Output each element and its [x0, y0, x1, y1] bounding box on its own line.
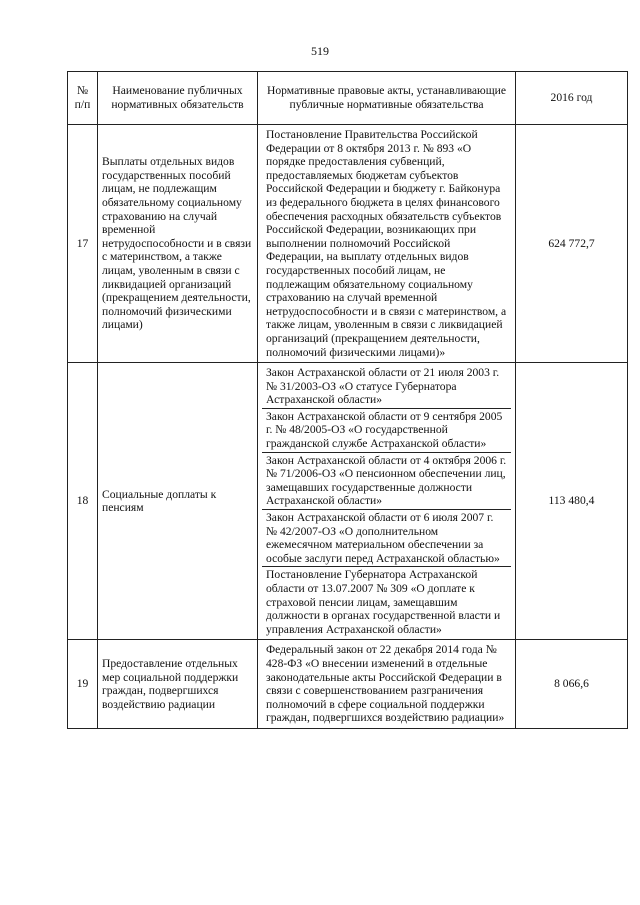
header-row — [68, 72, 628, 125]
legal-act — [262, 509, 511, 566]
table-row — [68, 125, 628, 363]
legal-act — [262, 365, 511, 408]
legal-act-text: Постановление Правительства Российской Федерации от 8 октября 2013 г. № 893 «О порядке предоставления субвенций, предоставляемых бюджетам субъектов Российской Федерации и бюджету г. Байконура из федерального бюджета в целях финансового обеспечения расходных обязательств субъектов Российской Федерации, возникающих при выполнении полномочий Российской Федерации, на выплату отдельных видов государственных пособий лицам, не подлежащим обязательному социальному страхованию на случай временной нетрудоспособности и в связи с материнством, а также лицам, уволенным в связи с ликвидацией организаций (прекращением деятельности, полномочий физическими лицами)» — [266, 128, 507, 359]
obligations-table — [67, 71, 628, 729]
row-number: 17 — [68, 125, 98, 363]
amount-2016: 113 480,4 — [516, 363, 628, 640]
legal-acts-cell — [258, 125, 516, 363]
legal-act — [262, 566, 511, 637]
legal-act — [262, 642, 511, 726]
obligation-name: Социальные доплаты к пенсиям — [98, 363, 258, 640]
table-row — [68, 640, 628, 729]
amount-2016: 8 066,6 — [516, 640, 628, 729]
legal-act-text: Закон Астраханской области от 9 сентября 2005 г. № 48/2005-ОЗ «О государственной гражданской службе Астраханской области» — [266, 409, 503, 451]
legal-act-text: Закон Астраханской области от 21 июля 2003 г. № 31/2003-ОЗ «О статусе Губернатора Астраханской области» — [266, 366, 500, 407]
header-year: 2016 год — [516, 72, 628, 125]
header-num — [68, 72, 98, 125]
header-acts: Нормативные правовые акты, устанавливающие публичные нормативные обязательства — [258, 72, 516, 125]
legal-act — [262, 452, 511, 509]
obligation-name: Выплаты отдельных видов государственных пособий лицам, не подлежащим обязательному социальному страхованию на случай временной нетрудоспособности и в связи с материнством, а также лицам, уволенным в связи с ликвидацией организаций (прекращением деятельности, полномочий физическими лицами) — [98, 125, 258, 363]
header-name: Наименование публичных нормативных обязательств — [98, 72, 258, 125]
row-number: 18 — [68, 363, 98, 640]
legal-act-text: Закон Астраханской области от 4 октября 2006 г. № 71/2006-ОЗ «О пенсионном обеспечении лиц, замещавших государственные должности Астраханской области» — [266, 453, 507, 508]
legal-act — [262, 408, 511, 452]
header-num-text: № п/п — [74, 84, 91, 111]
obligation-name: Предоставление отдельных мер социальной поддержки граждан, подвергшихся воздействию радиации — [98, 640, 258, 729]
legal-act — [262, 127, 511, 360]
legal-act-text: Закон Астраханской области от 6 июля 2007 г. № 42/2007-ОЗ «О дополнительном ежемесячном материальном обеспечении за особые заслуги перед Астраханской областью» — [266, 511, 500, 565]
legal-acts-cell — [258, 363, 516, 640]
legal-act-text: Постановление Губернатора Астраханской области от 13.07.2007 № 309 «О доплате к страховой пенсии лицам, замещавшим должности в органах государственной власти и управления Астраханской области» — [266, 568, 501, 636]
row-number: 19 — [68, 640, 98, 729]
table-row — [68, 363, 628, 640]
legal-acts-cell — [258, 640, 516, 729]
page-number: 519 — [311, 44, 329, 58]
legal-act-text: Федеральный закон от 22 декабря 2014 года № 428-ФЗ «О внесении изменений в отдельные законодательные акты Российской Федерации в связи с совершенствованием разграничения полномочий в сфере социальной поддержки граждан, подвергшихся воздействию радиации» — [266, 643, 505, 725]
table-body — [68, 125, 628, 729]
amount-2016: 624 772,7 — [516, 125, 628, 363]
table-header — [68, 72, 628, 125]
